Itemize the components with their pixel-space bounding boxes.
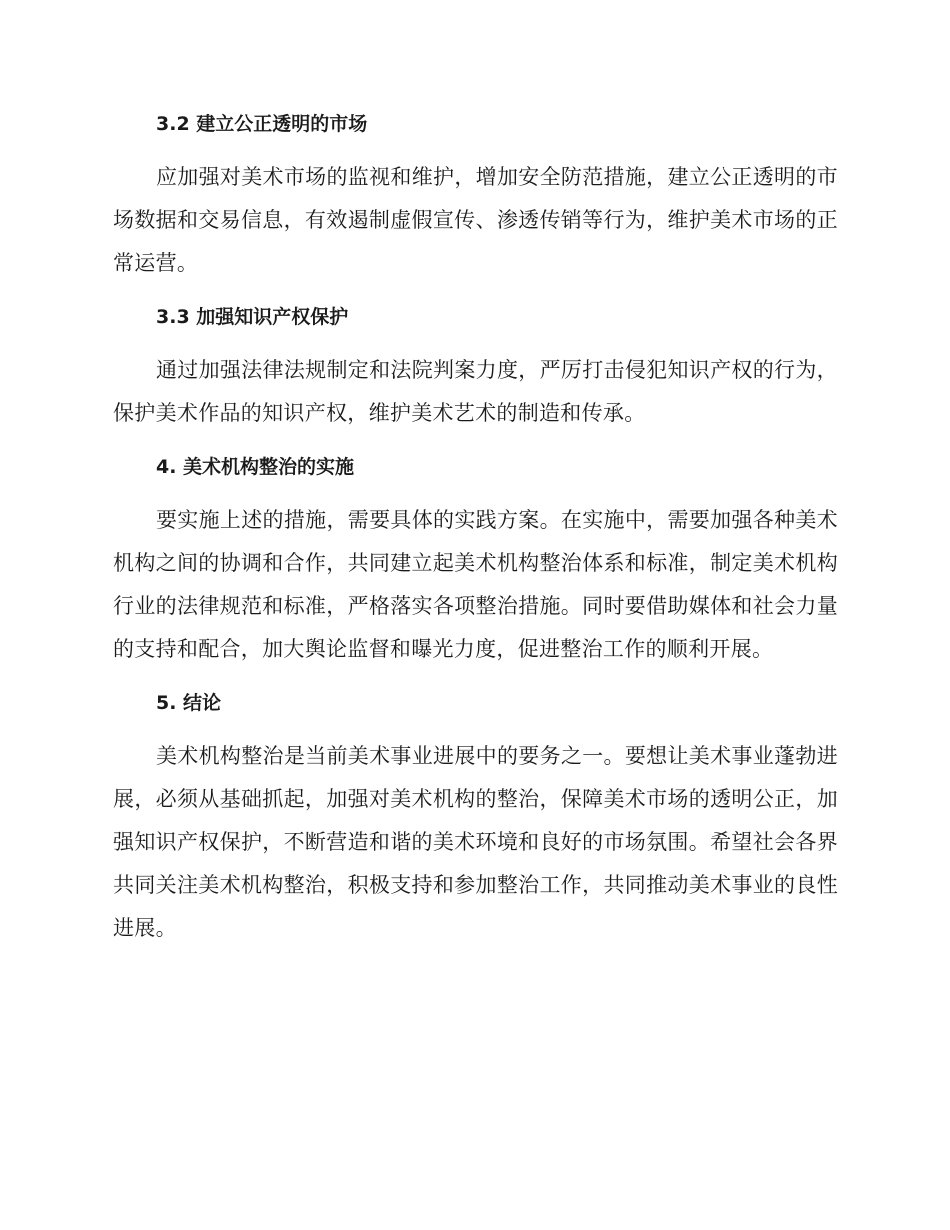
document-body bbox=[113, 108, 838, 966]
section-paragraph-3-2: 应加强对美术市场的监视和维护，增加安全防范措施，建立公正透明的市场数据和交易信息，有效遏制虚假宣传、渗透传销等行为，维护美术市场的正常运营。 bbox=[113, 165, 838, 275]
section-paragraph-3-3: 通过加强法律法规制定和法院判案力度，严厉打击侵犯知识产权的行为，保护美术作品的知识产权，维护美术艺术的制造和传承。 bbox=[113, 358, 838, 425]
section-heading-3-3: 3.3 加强知识产权保护 bbox=[156, 306, 349, 328]
section-paragraph-5: 美术机构整治是当前美术事业进展中的要务之一。要想让美术事业蓬勃进展，必须从基础抓起，加强对美术机构的整治，保障美术市场的透明公正，加强知识产权保护，不断营造和谐的美术环境和良好的市场氛围。希望社会各界共同关注美术机构整治，积极支持和参加整治工作，共同推动美术事业的良性进展。 bbox=[113, 744, 838, 940]
section-heading-4: 4. 美术机构整治的实施 bbox=[156, 456, 355, 478]
section-paragraph-4: 要实施上述的措施，需要具体的实践方案。在实施中，需要加强各种美术机构之间的协调和合作，共同建立起美术机构整治体系和标准，制定美术机构行业的法律规范和标准，严格落实各项整治措施。同时要借助媒体和社会力量的支持和配合，加大舆论监督和曝光力度，促进整治工作的顺利开展。 bbox=[113, 508, 838, 661]
section-heading-5: 5. 结论 bbox=[156, 692, 222, 714]
section-heading-3-2: 3.2 建立公正透明的市场 bbox=[156, 113, 368, 135]
